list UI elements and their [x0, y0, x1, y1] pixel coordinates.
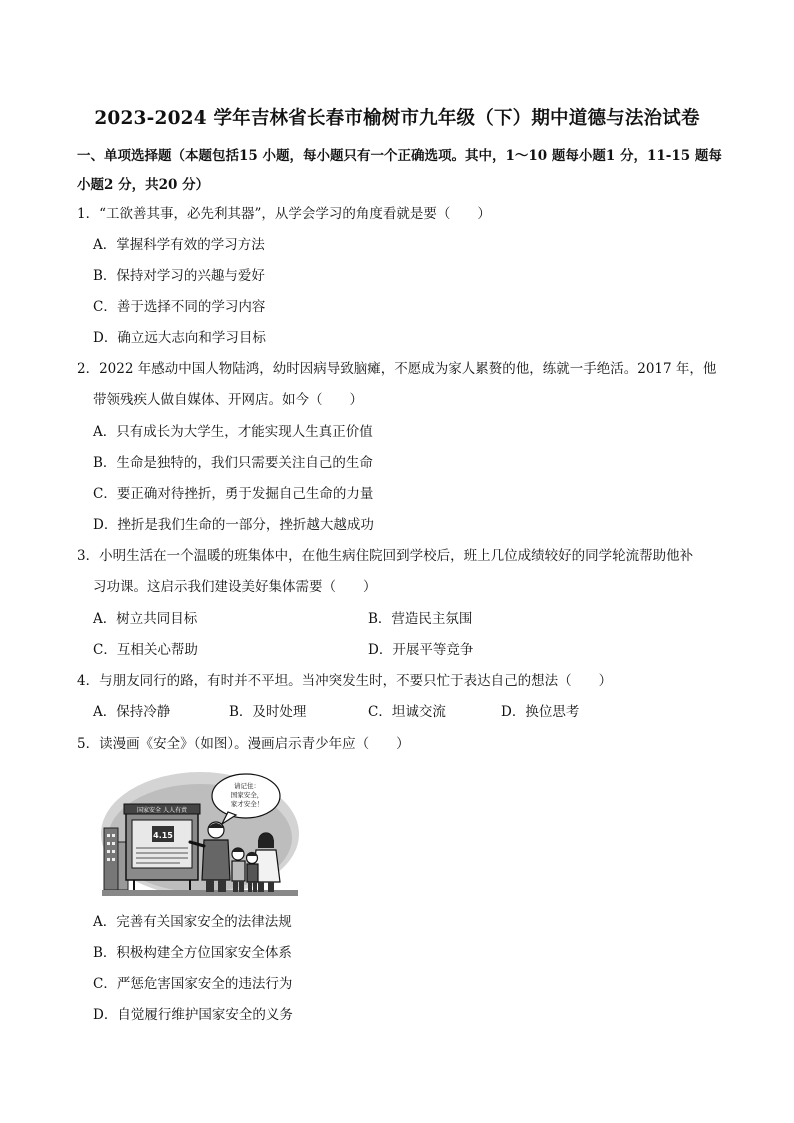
question-3-option-c: C．互相关心帮助 — [93, 642, 198, 658]
page-title: 2023-2024 学年吉林省长春市榆树市九年级（下）期中道德与法治试卷 — [94, 108, 700, 129]
question-2-stem-line1: 2．2022 年感动中国人物陆鸿，幼时因病导致脑瘫，不愿成为家人累赘的他，练就一手绝活。2017 年，他 — [77, 361, 717, 377]
question-4-option-d: D．换位思考 — [501, 704, 580, 720]
speech-line-1: 请记住： — [234, 782, 260, 790]
question-5-option-d: D．自觉履行维护国家安全的义务 — [93, 1007, 293, 1023]
question-1-option-b: B．保持对学习的兴趣与爱好 — [93, 268, 265, 284]
question-5-option-a: A．完善有关国家安全的法律法规 — [93, 914, 292, 930]
speech-line-2: 国家安全， — [230, 791, 264, 799]
question-3-option-d: D．开展平等竞争 — [368, 642, 474, 658]
safety-cartoon-image — [100, 768, 300, 900]
question-1-option-a: A．掌握科学有效的学习方法 — [93, 237, 265, 253]
board-number-text: 4.15 — [153, 831, 173, 840]
question-3-option-b: B．营造民主氛围 — [368, 611, 473, 627]
board-header-text: 国家安全 人人有责 — [137, 807, 187, 814]
question-5-option-b: B．积极构建全方位国家安全体系 — [93, 945, 292, 961]
question-2-option-c: C．要正确对待挫折，勇于发掘自己生命的力量 — [93, 486, 374, 502]
question-4-stem: 4．与朋友同行的路，有时并不平坦。当冲突发生时，不要只忙于表达自己的想法（ ） — [77, 673, 613, 689]
question-5-option-c: C．严惩危害国家安全的违法行为 — [93, 976, 293, 992]
question-4-option-b: B．及时处理 — [229, 704, 307, 720]
question-1-stem: 1．“工欲善其事，必先利其器”，从学会学习的角度看就是要（ ） — [77, 206, 491, 222]
question-1-option-d: D．确立远大志向和学习目标 — [93, 330, 266, 346]
question-3-option-a: A．树立共同目标 — [93, 611, 198, 627]
question-2-stem-line2: 带领残疾人做自媒体、开网店。如今（ ） — [93, 392, 363, 408]
question-4-option-c: C．坦诚交流 — [368, 704, 446, 720]
question-5-stem: 5．读漫画《安全》（如图）。漫画启示青少年应（ ） — [77, 736, 410, 752]
question-3-stem-line2: 习功课。这启示我们建设美好集体需要（ ） — [93, 579, 377, 595]
question-4-option-a: A．保持冷静 — [93, 704, 171, 720]
question-3-stem-line1: 3．小明生活在一个温暖的班集体中，在他生病住院回到学校后，班上几位成绩较好的同学轮流帮助他补 — [77, 548, 694, 564]
question-2-option-b: B．生命是独特的，我们只需要关注自己的生命 — [93, 455, 373, 471]
question-2-option-d: D．挫折是我们生命的一部分，挫折越大越成功 — [93, 517, 374, 533]
question-1-option-c: C．善于选择不同的学习内容 — [93, 299, 266, 315]
section-heading: 一、单项选择题（本题包括15 小题，每小题只有一个正确选项。其中，1～10 题每小题1 分，11-15 题每小题2 分，共20 分） — [77, 148, 722, 193]
speech-line-3: 家才安全！ — [230, 800, 264, 808]
question-2-option-a: A．只有成长为大学生，才能实现人生真正价值 — [93, 424, 373, 440]
